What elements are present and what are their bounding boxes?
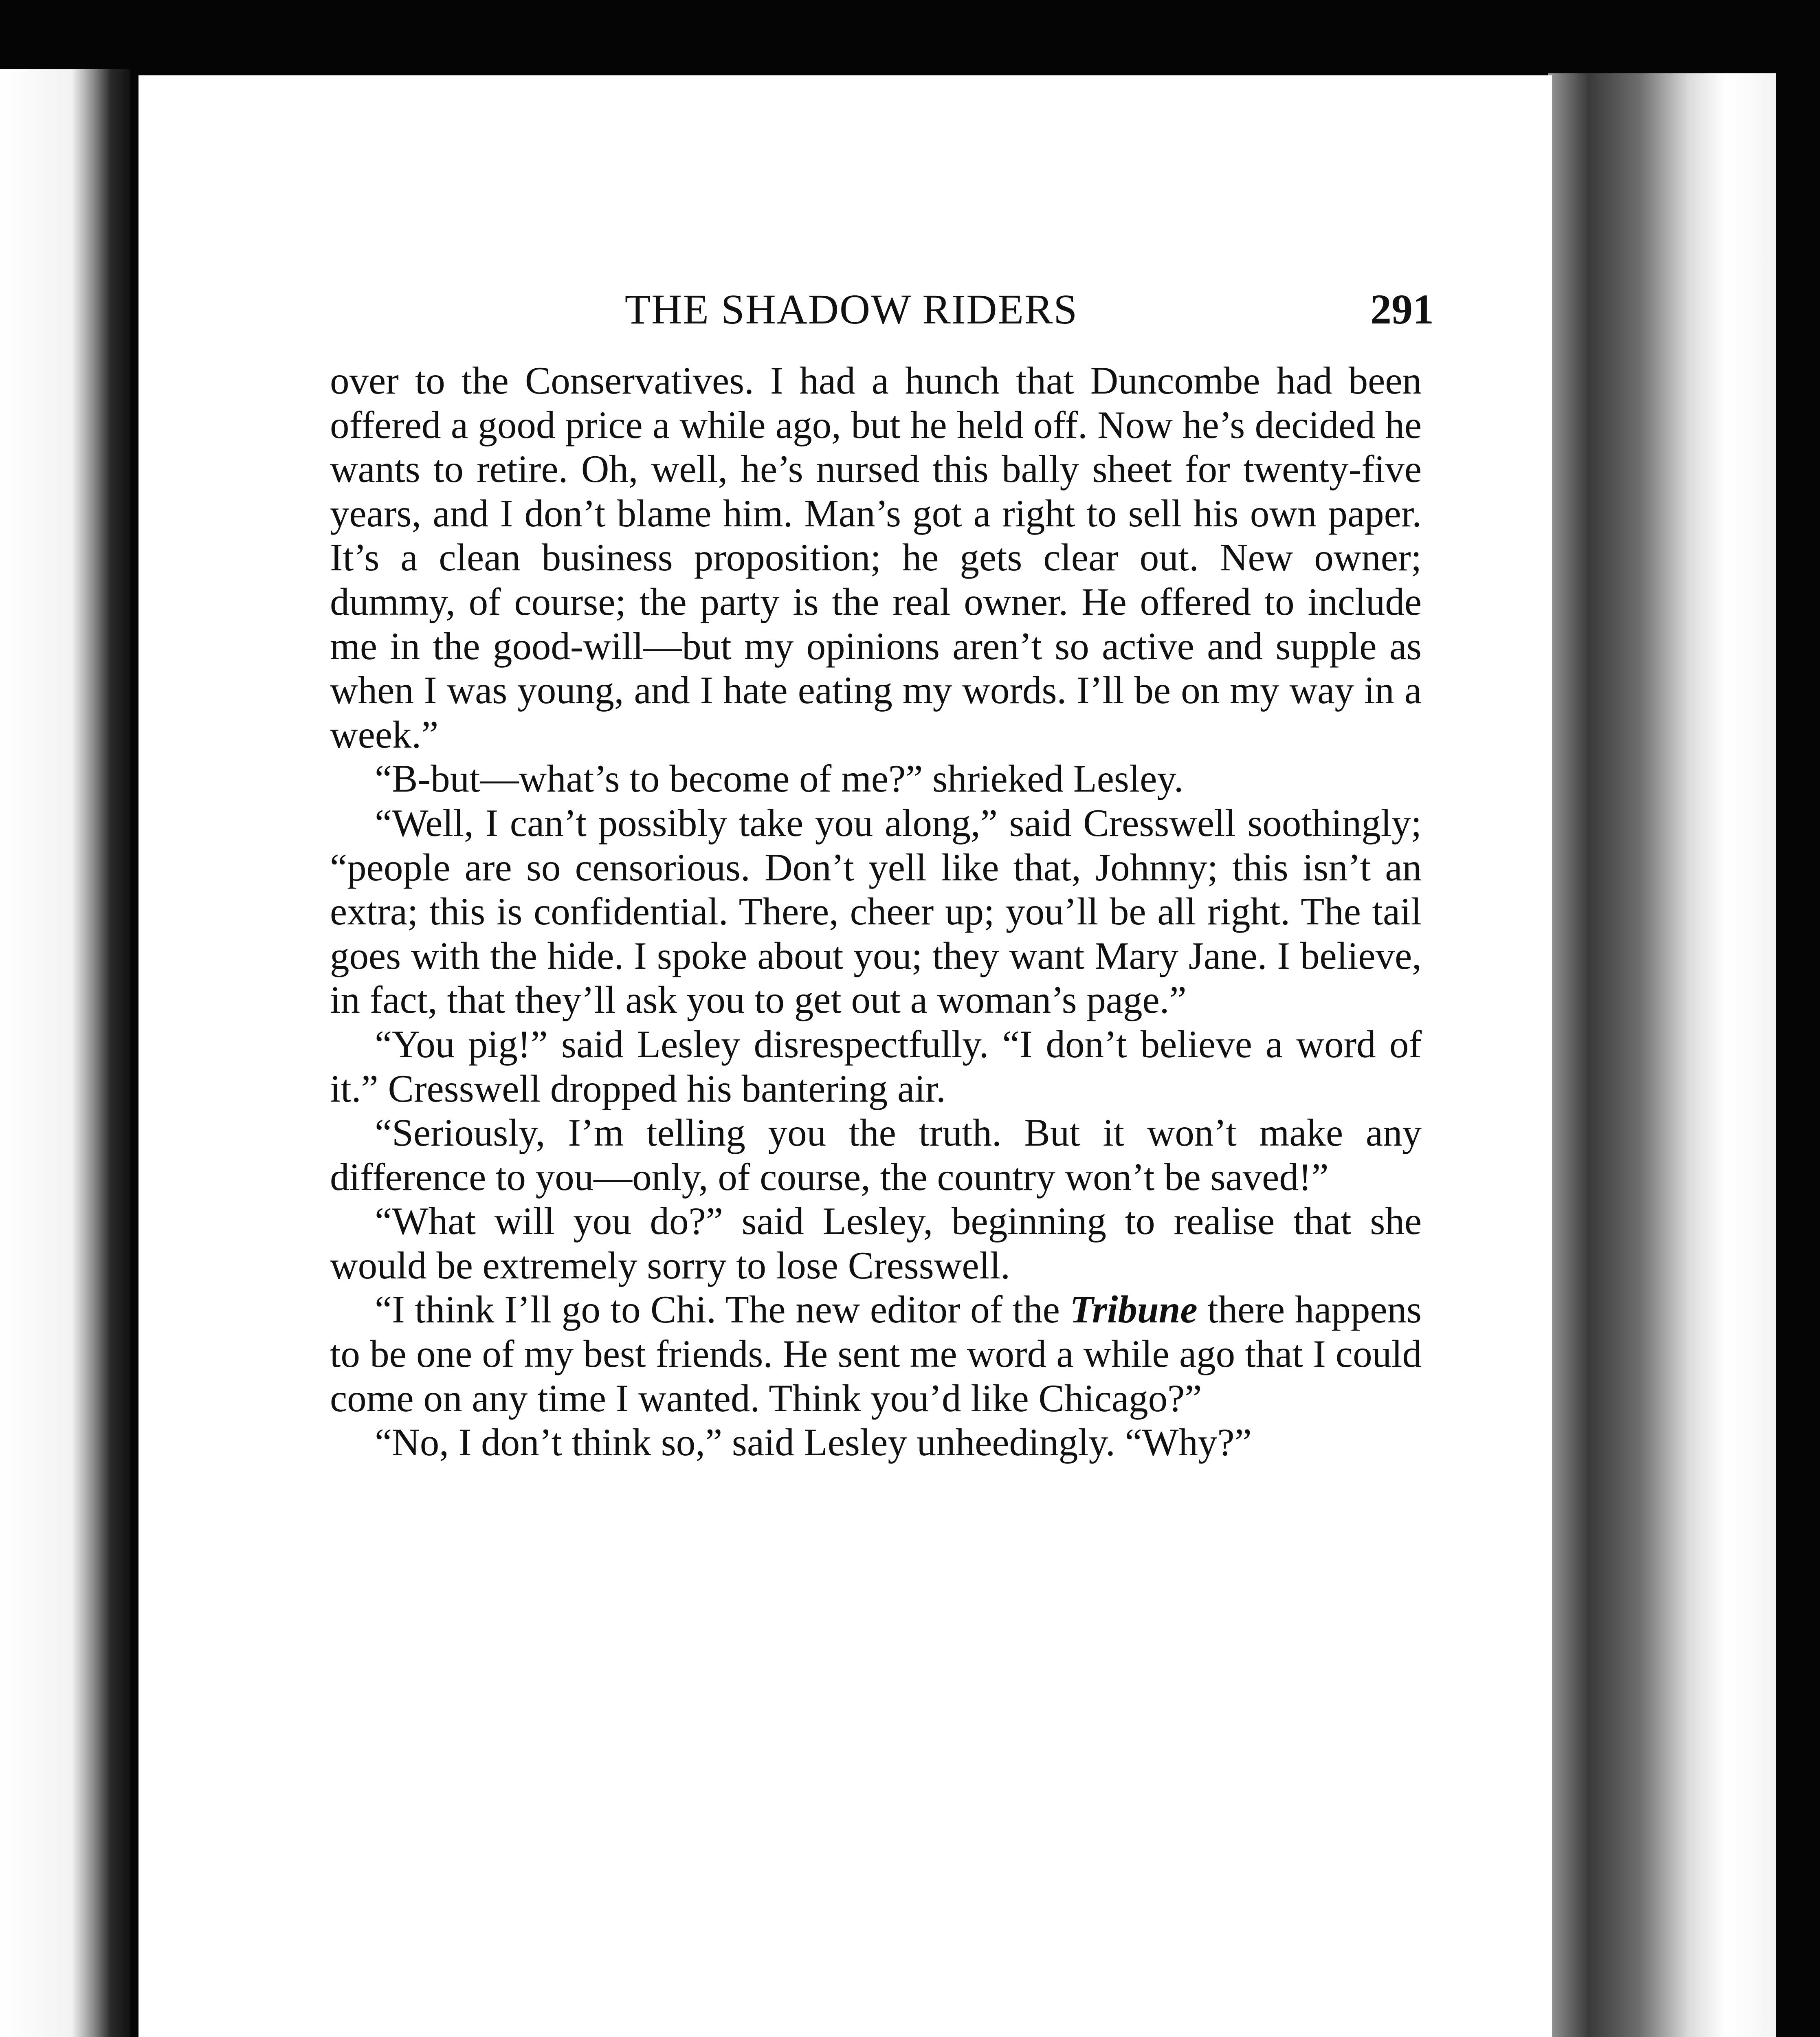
left-page-edge [0, 69, 130, 2037]
paragraph-3: “Well, I can’t possibly take you along,” said Cresswell soothingly; “people are so censorious. Don’t yell like that, Johnny; this isn’t an extra; this is confidential. There, cheer up; you’ll be all right. The tail goes with the hide. I spoke about you; they want Mary Jane. I believe, in fact, that they’ll ask you to get out a woman’s page.” [330, 801, 1422, 1022]
paragraph-6: “What will you do?” said Lesley, beginning to realise that she would be extremely sorry to lose Cresswell. [330, 1199, 1422, 1287]
paragraph-2: “B-but—what’s to become of me?” shrieked Lesley. [375, 757, 1184, 801]
newspaper-title: Tribune [1070, 1288, 1198, 1331]
paragraph-5: “Seriously, I’m telling you the truth. But it won’t make any difference to you—only, of course, the country won’t be saved!” [330, 1111, 1422, 1199]
paragraph-4: “You pig!” said Lesley disrespectfully. “I don’t believe a word of it.” Cresswell dropped his bantering air. [330, 1022, 1422, 1110]
running-head [546, 277, 1434, 342]
body-text [330, 359, 1422, 1465]
page-number: 291 [1370, 286, 1434, 333]
book-page [138, 75, 1552, 2037]
paragraph-7-start: “I think I’ll go to Chi. The new editor of the [375, 1288, 1070, 1331]
paragraph-1: over to the Conservatives. I had a hunch that Duncombe had been offered a good price a while ago, but he held off. Now he’s decided he wants to retire. Oh, well, he’s nursed this bally sheet for twenty-five years, and I don’t blame him. Man’s got a right to sell his own paper. It’s a clean business proposition; he gets clear out. New owner; dummy, of course; the party is the real owner. He offered to include me in the good-will—but my opinions aren’t so active and supple as when I was young, and I hate eating my words. I’ll be on my way in a week.” [330, 359, 1422, 756]
paragraph-7-end: there happens to be one of my best friends. He sent me word a while ago that I could come on any time I wanted. Think you’d like Chicago?” [330, 1288, 1422, 1420]
running-title: THE SHADOW RIDERS [624, 286, 1078, 333]
right-page-edge [1548, 73, 1776, 2037]
paragraph-7 [330, 1287, 1422, 1420]
paragraph-8: “No, I don’t think so,” said Lesley unheedingly. “Why?” [375, 1421, 1252, 1464]
